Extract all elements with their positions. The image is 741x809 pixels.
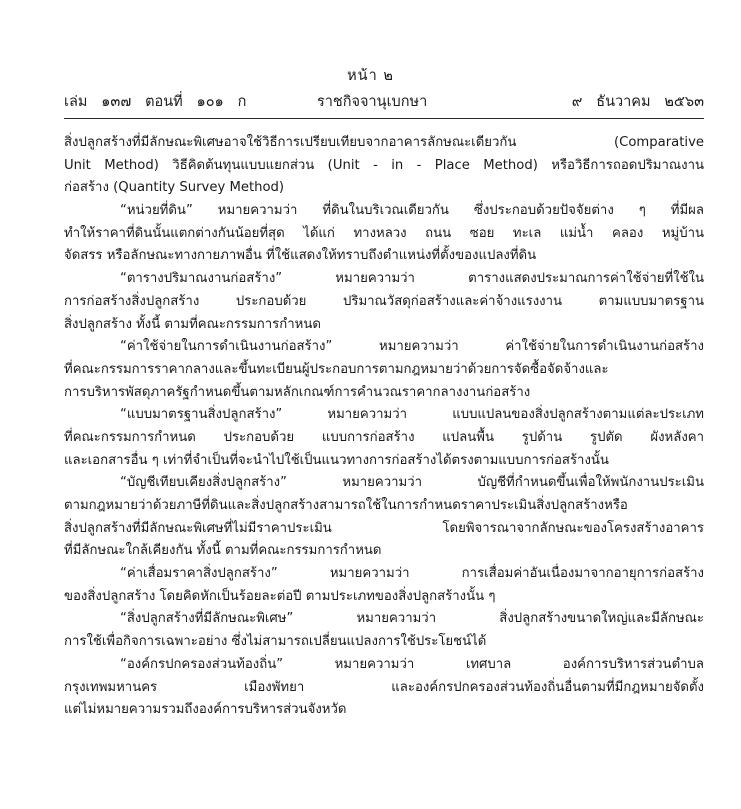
page-number: หน้า ๒: [347, 68, 394, 84]
body-line: จัดสรร หรือลักษณะทางกายภาพอื่น ที่ใช้แสดงให้ทราบถึงตำแหน่งที่ตั้งของแปลงที่ดิน: [64, 248, 537, 264]
body-line: ก่อสร้าง (Quantity Survey Method): [64, 180, 285, 196]
gazette-header: [64, 90, 704, 112]
body-line: กรุงเทพมหานคร เมืองพัทยา และองค์กรปกครองส่วนท้องถิ่นอื่นตามที่มีกฎหมายจัดตั้ง: [64, 679, 704, 695]
document-body: [64, 132, 704, 722]
body-line: Unit Method) วิธีคิดต้นทุนแบบแยกส่วน (Unit - in - Place Method) หรือวิธีการถอดปริมาณงาน: [64, 157, 704, 173]
header-divider: [64, 118, 704, 119]
body-line: สิ่งปลูกสร้างที่มีลักษณะพิเศษอาจใช้วิธีการเปรียบเทียบจากอาคารลักษณะเดียวกัน (Comparative: [64, 135, 704, 150]
gazette-title: ราชกิจจานุเบกษา: [317, 94, 428, 110]
body-line: การบริหารพัสดุภาครัฐกำหนดขึ้นตามหลักเกณฑ์การคำนวณราคากลางงานก่อสร้าง: [64, 384, 531, 400]
body-line: แต่ไม่หมายความรวมถึงองค์การบริหารส่วนจังหวัด: [64, 702, 347, 718]
volume-section-label: เล่ม ๑๓๗ ตอนที่ ๑๐๑ ก: [64, 94, 247, 110]
body-line: สิ่งปลูกสร้างที่มีลักษณะพิเศษที่ไม่มีราคาประเมิน โดยพิจารณาจากลักษณะของโครงสร้างอาคาร: [64, 520, 704, 536]
body-line: การใช้เพื่อกิจการเฉพาะอย่าง ซึ่งไม่สามารถเปลี่ยนแปลงการใช้ประโยชน์ได้: [64, 634, 487, 650]
definition-line: “องค์กรปกครองส่วนท้องถิ่น” หมายความว่า เทศบาล องค์การบริหารส่วนตำบล: [120, 656, 704, 672]
definition-line: “บัญชีเทียบเคียงสิ่งปลูกสร้าง” หมายความว่า บัญชีที่กำหนดขึ้นเพื่อให้พนักงานประเมิน: [120, 475, 704, 491]
body-line: ที่คณะกรรมการราคากลางและขึ้นทะเบียนผู้ประกอบการตามกฎหมายว่าด้วยการจัดซื้อจัดจ้างและ: [64, 361, 609, 377]
body-line: สิ่งปลูกสร้าง ทั้งนี้ ตามที่คณะกรรมการกำหนด: [64, 316, 321, 332]
definition-line: “ตารางปริมาณงานก่อสร้าง” หมายความว่า ตารางแสดงประมาณการค่าใช้จ่ายที่ใช้ใน: [120, 271, 704, 287]
body-line: ที่คณะกรรมการกำหนด ประกอบด้วย แบบการก่อสร้าง แปลนพื้น รูปด้าน รูปตัด ผังหลังคา: [64, 429, 704, 445]
definition-line: “สิ่งปลูกสร้างที่มีลักษณะพิเศษ” หมายความว่า สิ่งปลูกสร้างขนาดใหญ่และมีลักษณะ: [120, 611, 704, 627]
body-line: การก่อสร้างสิ่งปลูกสร้าง ประกอบด้วย ปริมาณวัสดุก่อสร้างและค่าจ้างแรงงาน ตามแบบมาตรฐาน: [64, 293, 704, 309]
definition-line: “แบบมาตรฐานสิ่งปลูกสร้าง” หมายความว่า แบบแปลนของสิ่งปลูกสร้างตามแต่ละประเภท: [120, 407, 704, 423]
body-line: ที่มีลักษณะใกล้เคียงกัน ทั้งนี้ ตามที่คณะกรรมการกำหนด: [64, 543, 382, 559]
definition-line: “ค่าใช้จ่ายในการดำเนินงานก่อสร้าง” หมายความว่า ค่าใช้จ่ายในการดำเนินงานก่อสร้าง: [120, 339, 704, 355]
definition-line: “ค่าเสื่อมราคาสิ่งปลูกสร้าง” หมายความว่า การเสื่อมค่าอันเนื่องมาจากอายุการก่อสร้าง: [120, 566, 704, 582]
body-line: ตามกฎหมายว่าด้วยภาษีที่ดินและสิ่งปลูกสร้างสามารถใช้ในการกำหนดราคาประเมินสิ่งปลูกสร้างหรือ: [64, 498, 628, 513]
body-line: และเอกสารอื่น ๆ เท่าที่จำเป็นที่จะนำไปใช้เป็นแนวทางการก่อสร้างได้ตรงตามแบบการก่อสร้างนั้น: [64, 452, 609, 468]
publication-date: ๙ ธันวาคม ๒๕๖๓: [571, 94, 704, 110]
body-line: ทำให้ราคาที่ดินนั้นแตกต่างกันน้อยที่สุด ได้แก่ ทางหลวง ถนน ซอย ทะเล แม่น้ำ คลอง หมู่บ้าน: [64, 225, 704, 241]
body-line: ของสิ่งปลูกสร้าง โดยคิดหักเป็นร้อยละต่อปี ตามประเภทของสิ่งปลูกสร้างนั้น ๆ: [64, 588, 496, 604]
definition-line: “หน่วยที่ดิน” หมายความว่า ที่ดินในบริเวณเดียวกัน ซึ่งประกอบด้วยปัจจัยต่าง ๆ ที่มีผล: [120, 203, 704, 219]
